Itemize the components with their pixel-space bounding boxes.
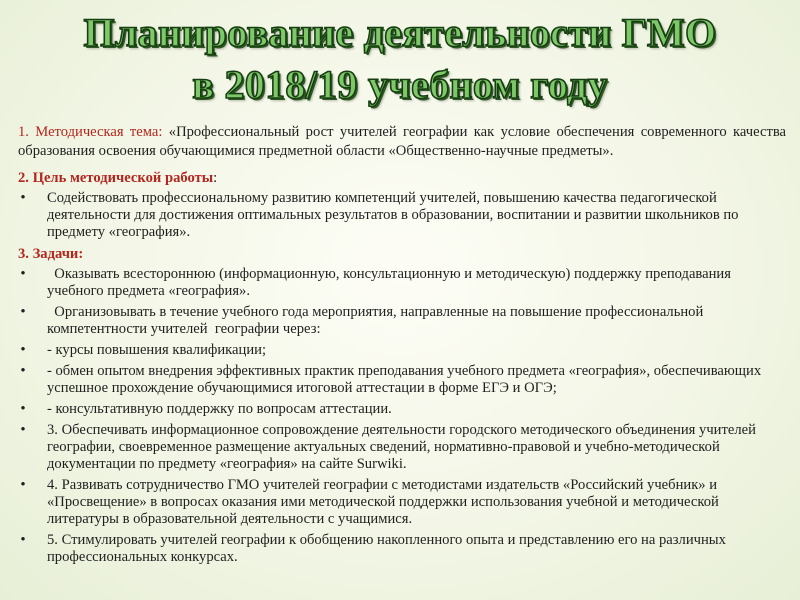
bullet-icon: •: [20, 266, 26, 282]
task-item-text: 4. Развивать сотрудничество ГМО учителей географии с методистами издательств «Российский учебник» и «Просвещение» в вопросах оказания ими методической поддержки использования учебной и методической литературы в образовательной деятельности с учащимися.: [47, 477, 719, 527]
methodical-theme: [18, 123, 786, 161]
list-item: [18, 401, 786, 418]
task-item-text: - курсы повышения квалификации;: [47, 342, 266, 358]
task-item-text: 3. Обеспечивать информационное сопровождение деятельности городского методического объединения учителей географии, своевременное размещение актуальных сведений, нормативно-правовой и учебно-методической документации по предмету «география» на сайте Surwiki.: [47, 422, 756, 472]
task-item-text: Организовывать в течение учебного года мероприятия, направленные на повышение профессиональной компетентности учителей географии через:: [47, 304, 707, 337]
bullet-icon: •: [20, 304, 26, 320]
tasks-heading: [18, 245, 786, 263]
goal-heading-label: 2. Цель методической работы: [18, 170, 214, 186]
goal-heading-colon: :: [213, 170, 218, 186]
slide-content: [18, 123, 786, 570]
methodical-theme-label: 1. Методическая тема:: [18, 124, 163, 140]
slide-title-line-2: в 2018/19 учебном году: [192, 62, 608, 107]
task-item-text: - обмен опытом внедрения эффективных практик преподавания учебного предмета «география», обеспечивающих успешное прохождение обучающимися итоговой аттестации в форме ЕГЭ и ОГЭ;: [47, 363, 762, 396]
tasks-list: [18, 266, 786, 566]
bullet-icon: •: [20, 363, 26, 379]
goal-heading: [18, 169, 786, 187]
slide-title-line-1: Планирование деятельности ГМО: [83, 10, 717, 55]
bullet-icon: •: [20, 477, 26, 493]
list-item: [18, 266, 786, 300]
goal-item-text: Содействовать профессиональному развитию компетенций учителей, повышению качества педагогической деятельности для достижения оптимальных результатов в образовании, воспитании и развитии школьников по предмету «география».: [47, 190, 739, 240]
list-item: [18, 342, 786, 359]
list-item: [18, 304, 786, 338]
tasks-heading-label: 3. Задачи:: [18, 246, 84, 262]
list-item: [18, 422, 786, 473]
list-item: [18, 477, 786, 528]
task-item-text: Оказывать всестороннюю (информационную, консультационную и методическую) поддержку преподавания учебного предмета «география».: [47, 266, 735, 299]
list-item: [18, 190, 786, 241]
bullet-icon: •: [20, 342, 26, 358]
bullet-icon: •: [20, 532, 26, 548]
list-item: [18, 532, 786, 566]
task-item-text: 5. Стимулировать учителей географии к обобщению накопленного опыта и представлению его на различных профессиональных конкурсах.: [47, 532, 726, 565]
methodical-theme-text: «Профессиональный рост учителей географии как условие обеспечения современного качества образования освоения обучающимися предметной области «Общественно-научные предметы».: [18, 124, 787, 159]
goal-list: [18, 190, 786, 241]
list-item: [18, 363, 786, 397]
bullet-icon: •: [20, 190, 26, 206]
bullet-icon: •: [20, 401, 26, 417]
bullet-icon: •: [20, 422, 26, 438]
task-item-text: - консультативную поддержку по вопросам аттестации.: [47, 401, 392, 417]
